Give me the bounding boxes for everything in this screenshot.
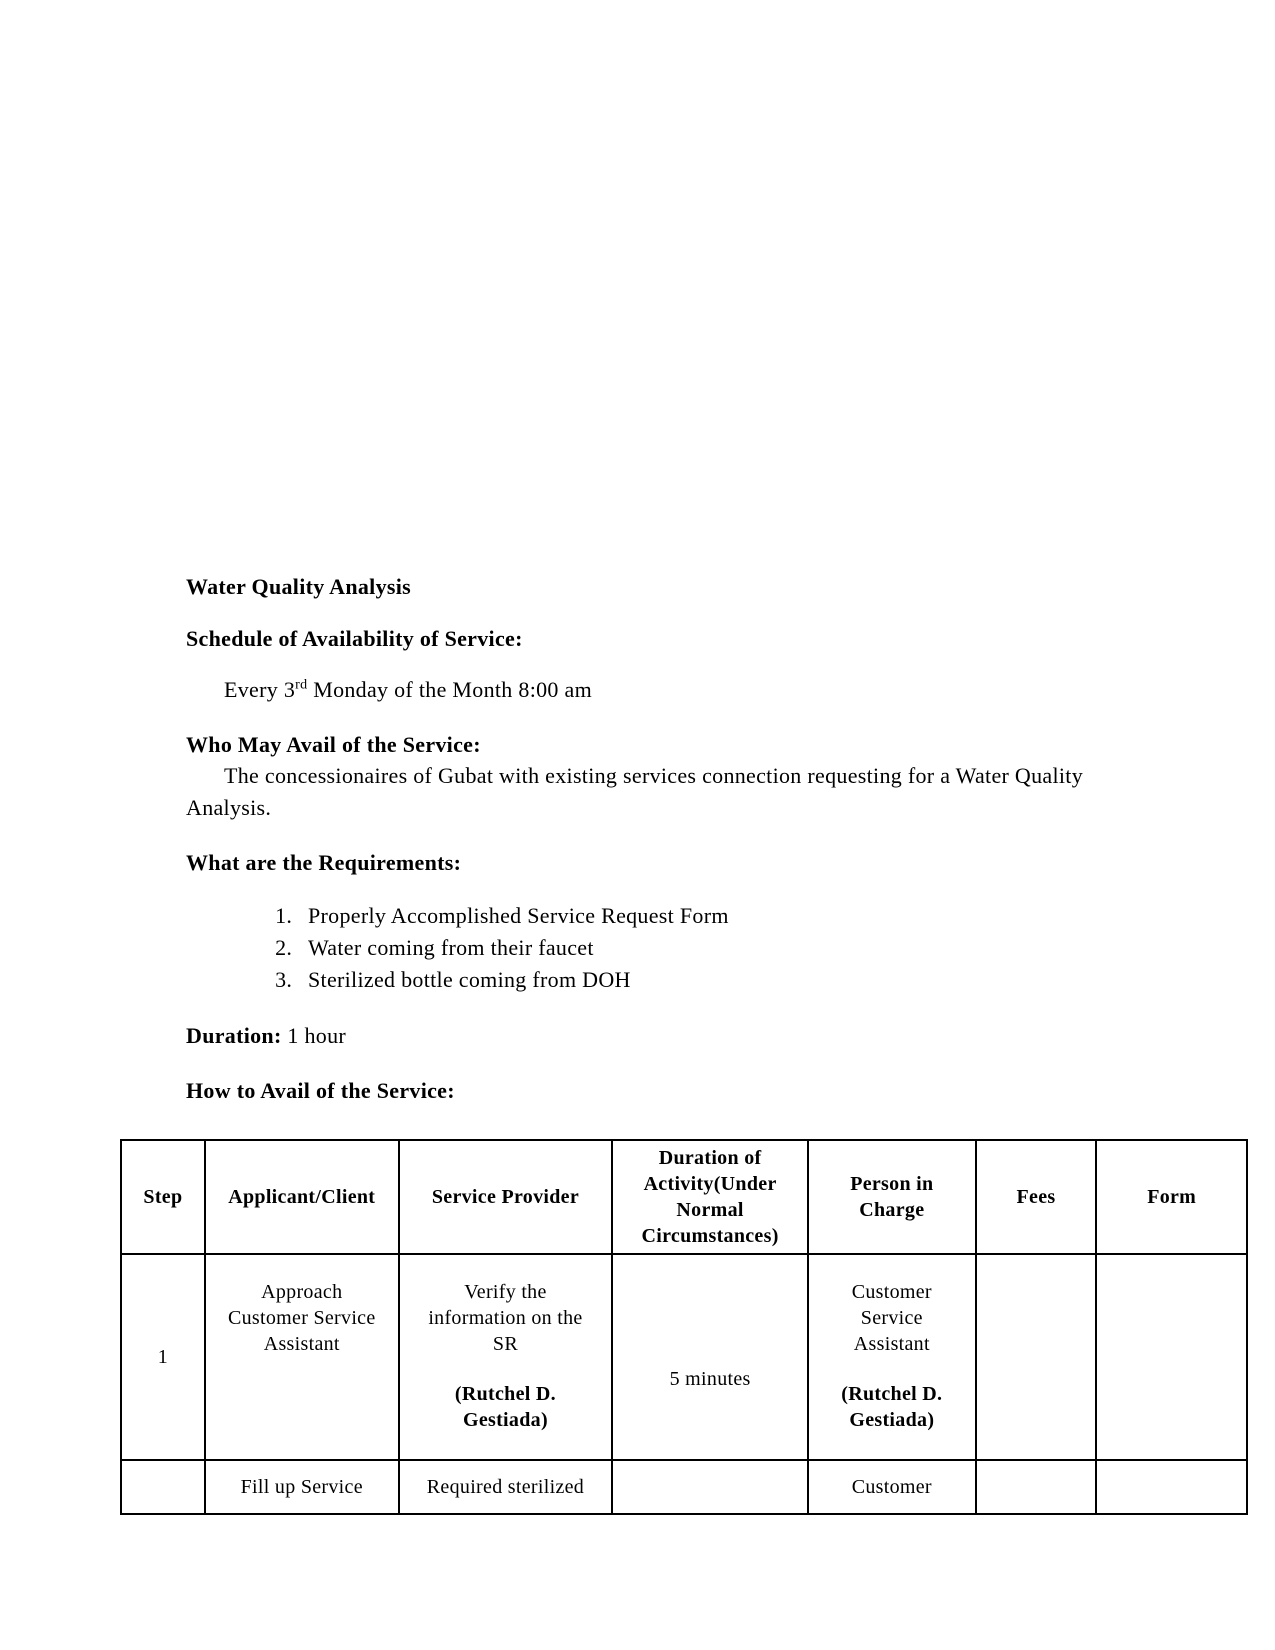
header-person <box>808 1140 976 1254</box>
header-step: Step <box>121 1140 205 1254</box>
cell-line: (Rutchel D. <box>454 1383 556 1405</box>
cell-line: Service <box>860 1307 923 1329</box>
header-applicant: Applicant/Client <box>205 1140 399 1254</box>
cell-duration <box>612 1460 808 1514</box>
schedule-text-before: Every 3 <box>224 677 296 702</box>
who-heading: Who May Avail of the Service: <box>186 732 481 757</box>
header-provider: Service Provider <box>399 1140 613 1254</box>
steps-table <box>120 1139 1248 1515</box>
cell-line: Gestiada) <box>462 1409 548 1431</box>
header-fees: Fees <box>976 1140 1097 1254</box>
header-form: Form <box>1096 1140 1247 1254</box>
cell-line: SR <box>492 1333 518 1355</box>
requirement-item: 1. Properly Accomplished Service Request Form <box>298 900 1106 932</box>
cell-spacer <box>406 1357 606 1381</box>
cell-line: Approach <box>261 1281 343 1303</box>
cell-duration <box>612 1254 808 1460</box>
header-duration-line: Duration of <box>658 1147 762 1169</box>
document-content <box>186 572 1106 1106</box>
cell-applicant <box>205 1254 399 1460</box>
cell-line: (Rutchel D. <box>841 1383 943 1405</box>
cell-line: Gestiada) <box>849 1409 935 1431</box>
cell-fees <box>976 1460 1097 1514</box>
who-text: The concessionaires of Gubat with existing services connection requesting for a Water Quality Analysis. <box>186 763 1084 820</box>
table-row <box>121 1460 1247 1514</box>
cell-applicant: Fill up Service <box>205 1460 399 1514</box>
cell-line: Assistant <box>263 1333 340 1355</box>
duration-line <box>186 1020 1106 1052</box>
header-person-line: Charge <box>859 1199 925 1221</box>
schedule-heading: Schedule of Availability of Service: <box>186 626 523 651</box>
cell-step <box>121 1460 205 1514</box>
cell-step: 1 <box>121 1254 205 1460</box>
requirements-heading: What are the Requirements: <box>186 850 462 875</box>
cell-provider <box>399 1254 613 1460</box>
header-duration-line: Circumstances) <box>641 1225 779 1247</box>
table-header-row <box>121 1140 1247 1254</box>
header-duration <box>612 1140 808 1254</box>
cell-duration-text: 5 minutes <box>669 1368 751 1390</box>
requirement-item: 3. Sterilized bottle coming from DOH <box>298 964 1106 996</box>
duration-value: 1 hour <box>281 1023 347 1048</box>
cell-form <box>1096 1460 1247 1514</box>
cell-provider: Required sterilized <box>399 1460 613 1514</box>
cell-person <box>808 1254 976 1460</box>
cell-form <box>1096 1254 1247 1460</box>
header-person-line: Person in <box>850 1173 934 1195</box>
cell-fees <box>976 1254 1097 1460</box>
table-row <box>121 1254 1247 1460</box>
cell-line: information on the <box>428 1307 583 1329</box>
duration-label: Duration: <box>186 1023 282 1048</box>
cell-line: Customer Service <box>227 1307 376 1329</box>
schedule-text-after: Monday of the Month 8:00 am <box>307 677 592 702</box>
requirements-list <box>186 900 1106 996</box>
schedule-superscript: rd <box>295 677 308 693</box>
how-heading: How to Avail of the Service: <box>186 1078 455 1103</box>
header-duration-line: Activity(Under <box>643 1173 777 1195</box>
cell-spacer <box>815 1357 969 1381</box>
requirement-item: 2. Water coming from their faucet <box>298 932 1106 964</box>
cell-person: Customer <box>808 1460 976 1514</box>
service-title: Water Quality Analysis <box>186 574 411 599</box>
cell-line: Customer <box>851 1281 932 1303</box>
header-duration-line: Normal <box>676 1199 744 1221</box>
cell-line: Assistant <box>853 1333 930 1355</box>
cell-line: Verify the <box>464 1281 547 1303</box>
schedule-text <box>186 674 1106 706</box>
